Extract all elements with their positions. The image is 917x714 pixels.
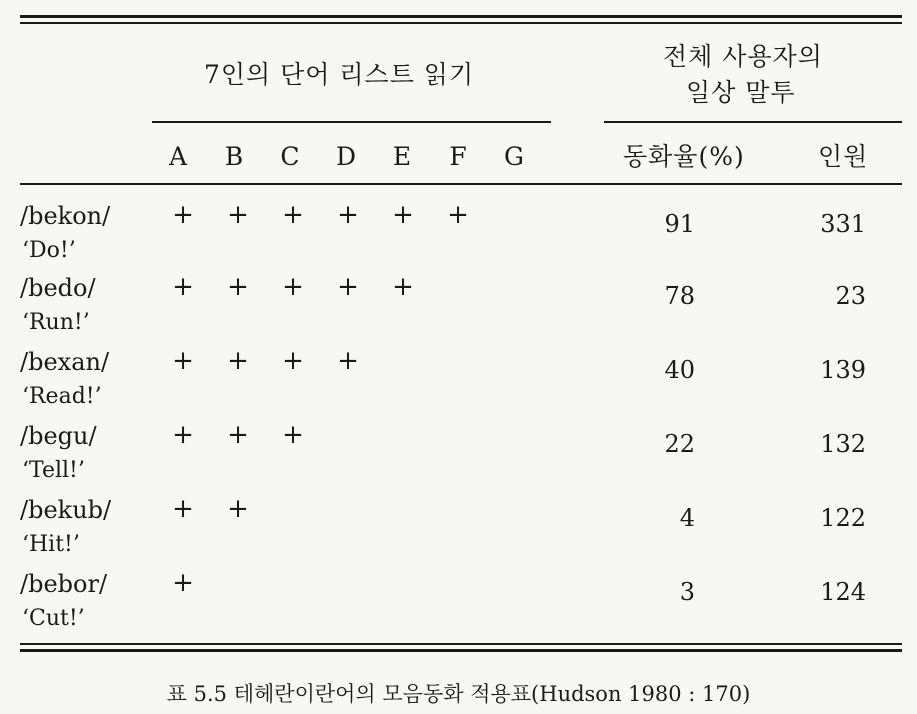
plus-mark: +	[227, 494, 249, 524]
plus-mark: +	[227, 272, 249, 302]
speaker-column-c: C	[280, 142, 300, 171]
rate-column-header: 동화율(%)	[623, 142, 745, 171]
row-word: /bexan/	[20, 348, 110, 376]
row-gloss: ‘Read!’	[22, 384, 102, 409]
top-rule-2	[20, 22, 902, 24]
row-rate: 40	[664, 356, 695, 384]
row-gloss: ‘Tell!’	[22, 458, 85, 483]
plus-mark: +	[172, 346, 194, 376]
bottom-rule-2	[20, 649, 902, 652]
row-word: /begu/	[20, 422, 97, 450]
plus-mark: +	[282, 272, 304, 302]
speaker-column-b: B	[224, 142, 244, 171]
plus-mark: +	[227, 200, 249, 230]
row-count: 23	[835, 282, 866, 310]
plus-mark: +	[447, 200, 469, 230]
row-rate: 78	[664, 282, 695, 310]
row-word: /bedo/	[20, 274, 96, 302]
plus-mark: +	[337, 200, 359, 230]
plus-mark: +	[227, 346, 249, 376]
row-count: 132	[820, 430, 866, 458]
count-column-header: 인원	[818, 142, 869, 171]
left-group-underline	[152, 121, 551, 123]
row-rate: 4	[679, 504, 695, 532]
bottom-rule-1	[20, 643, 902, 645]
speaker-column-e: E	[392, 142, 412, 171]
right-group-header-line1: 전체 사용자의	[663, 42, 823, 71]
plus-mark: +	[172, 200, 194, 230]
row-gloss: ‘Do!’	[22, 238, 76, 263]
row-gloss: ‘Cut!’	[22, 606, 85, 631]
top-rule-1	[20, 15, 902, 18]
row-count: 139	[820, 356, 866, 384]
plus-mark: +	[337, 346, 359, 376]
plus-mark: +	[172, 494, 194, 524]
plus-mark: +	[282, 420, 304, 450]
plus-mark: +	[282, 200, 304, 230]
row-word: /bebor/	[20, 570, 108, 598]
row-word: /bekub/	[20, 496, 112, 524]
speaker-column-f: F	[449, 142, 467, 171]
right-group-header-line2: 일상 말투	[686, 78, 796, 107]
row-gloss: ‘Hit!’	[22, 532, 80, 557]
plus-mark: +	[172, 272, 194, 302]
row-count: 124	[820, 578, 866, 606]
row-word: /bekon/	[20, 202, 111, 230]
row-rate: 3	[679, 578, 695, 606]
speaker-column-a: A	[168, 142, 188, 171]
table-caption: 표 5.5 테헤란이란어의 모음동화 적용표(Hudson 1980 : 170)	[166, 682, 751, 706]
plus-mark: +	[172, 568, 194, 598]
row-count: 122	[820, 504, 866, 532]
row-rate: 22	[664, 430, 695, 458]
plus-mark: +	[172, 420, 194, 450]
speaker-column-g: G	[504, 142, 524, 171]
left-group-header: 7인의 단어 리스트 읽기	[204, 60, 475, 89]
right-group-underline	[604, 121, 902, 123]
plus-mark: +	[337, 272, 359, 302]
plus-mark: +	[392, 200, 414, 230]
plus-mark: +	[282, 346, 304, 376]
row-rate: 91	[664, 210, 695, 238]
row-count: 331	[820, 210, 866, 238]
speaker-column-d: D	[335, 142, 357, 171]
plus-mark: +	[392, 272, 414, 302]
plus-mark: +	[227, 420, 249, 450]
header-bottom-rule	[20, 183, 902, 185]
row-gloss: ‘Run!’	[22, 310, 90, 335]
